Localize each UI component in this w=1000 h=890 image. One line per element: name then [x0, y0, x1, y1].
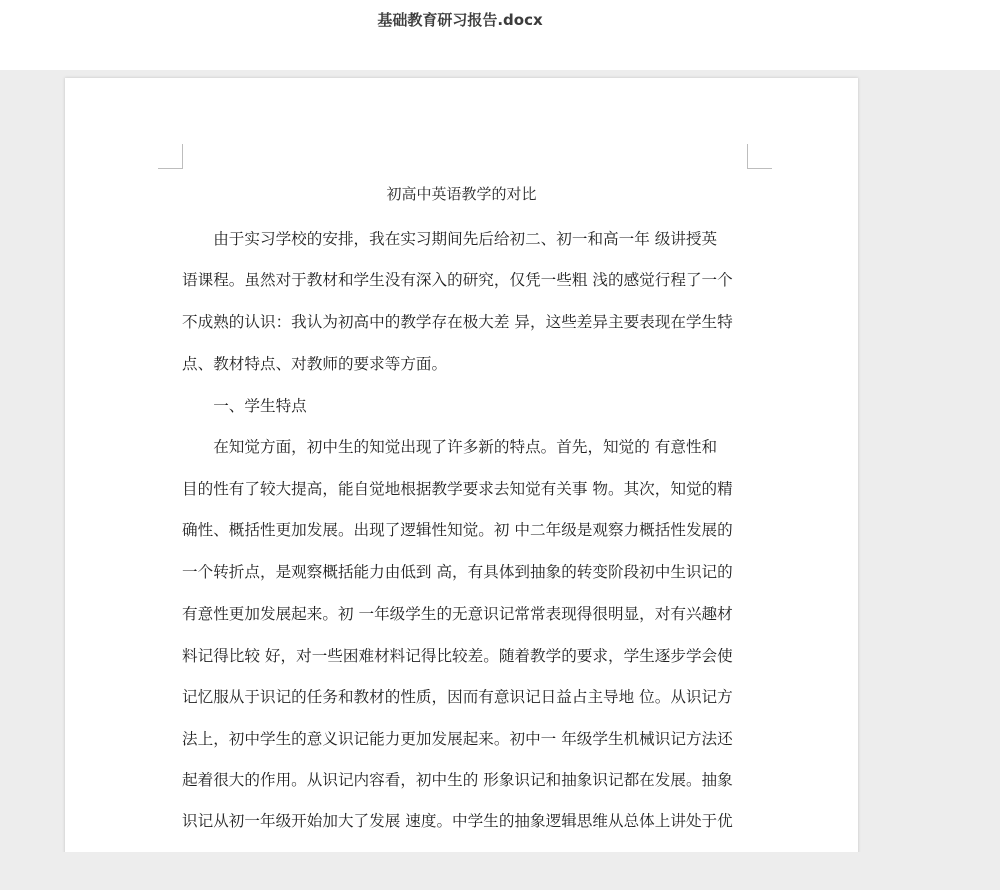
- title-bar: [0, 0, 1000, 70]
- text-line: 确性、概括性更加发展。出现了逻辑性知觉。初 中二年级是观察力概括性发展的: [182, 521, 733, 539]
- text-line: 料记得比较 好，对一些困难材料记得比较差。随着教学的要求，学生逐步学会使: [182, 647, 733, 665]
- margin-corner-top-right: [747, 144, 772, 169]
- document-title: 基础教育研习报告.docx: [377, 11, 543, 29]
- text-line: 由于实习学校的安排，我在实习期间先后给初二、初一和高一年 级讲授英: [182, 230, 718, 248]
- text-line: 目的性有了较大提高，能自觉地根据教学要求去知觉有关事 物。其次，知觉的精: [182, 480, 733, 498]
- text-line: 在知觉方面，初中生的知觉出现了许多新的特点。首先，知觉的 有意性和: [182, 438, 718, 456]
- text-line: 有意性更加发展起来。初 一年级学生的无意识记常常表现得很明显，对有兴趣材: [182, 605, 733, 623]
- text-line: 记忆服从于识记的任务和教材的性质，因而有意识记日益占主导地 位。从识记方: [182, 688, 733, 706]
- section-heading: 一、学生特点: [182, 397, 307, 415]
- text-line: 起着很大的作用。从识记内容看，初中生的 形象识记和抽象识记都在发展。抽象: [182, 771, 733, 789]
- text-line: 不成熟的认识：我认为初高中的教学存在极大差 异，这些差异主要表现在学生特: [182, 313, 733, 331]
- text-line: 识记从初一年级开始加大了发展 速度。中学生的抽象逻辑思维从总体上讲处于优: [182, 812, 733, 830]
- text-line: 点、教材特点、对教师的要求等方面。: [182, 355, 448, 373]
- document-heading: 初高中英语教学的对比: [386, 185, 537, 203]
- text-line: 法上，初中学生的意义识记能力更加发展起来。初中一 年级学生机械识记方法还: [182, 730, 733, 748]
- bottom-bar: [0, 852, 1000, 890]
- document-page[interactable]: [65, 78, 858, 878]
- text-line: 语课程。虽然对于教材和学生没有深入的研究，仅凭一些粗 浅的感觉行程了一个: [182, 271, 733, 289]
- text-line: 一个转折点，是观察概括能力由低到 高，有具体到抽象的转变阶段初中生识记的: [182, 563, 733, 581]
- margin-corner-top-left: [158, 144, 183, 169]
